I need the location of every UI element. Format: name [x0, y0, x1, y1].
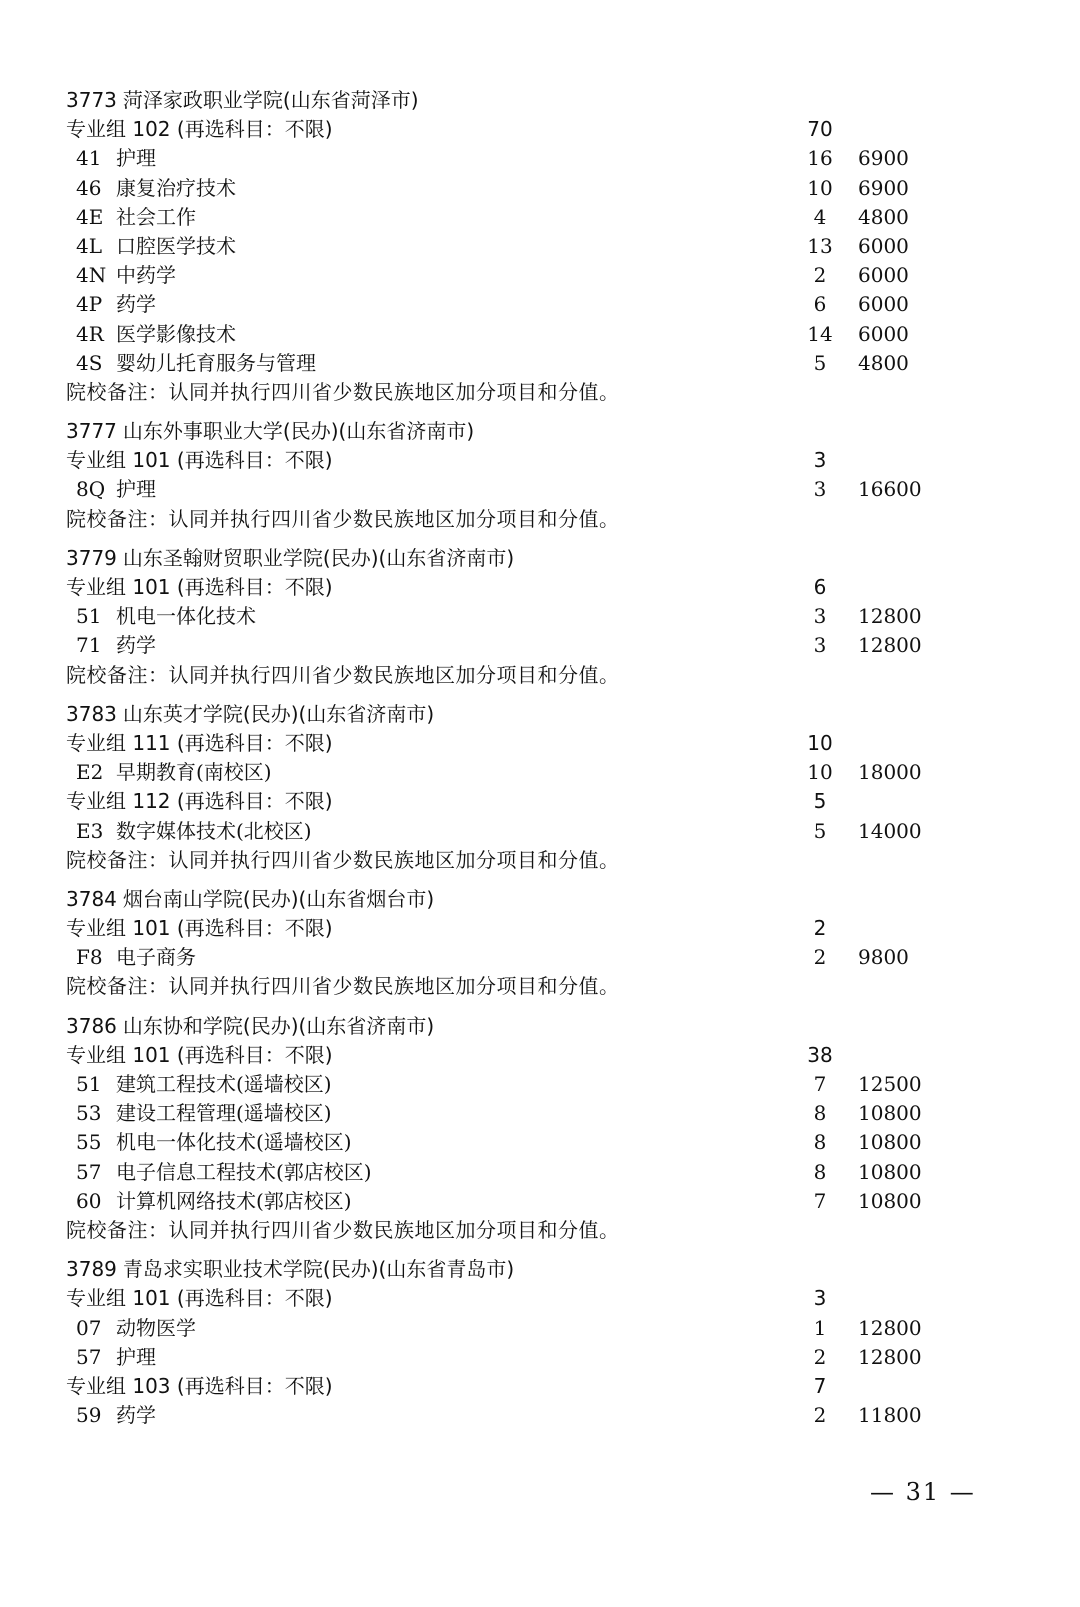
tuition-fee: 18000: [858, 760, 922, 785]
major-group-label: 专业组 112 (再选科目：不限): [66, 789, 333, 814]
major-code: F8: [76, 945, 103, 970]
major-group-row: [66, 787, 966, 816]
major-plan-count: 2: [813, 1403, 827, 1428]
major-plan-count: 8: [813, 1101, 827, 1126]
school-code: 3777: [66, 419, 117, 444]
major-name: 医学影像技术: [116, 321, 236, 346]
major-name: 机电一体化技术(遥墙校区): [116, 1130, 352, 1155]
major-group-row: [66, 914, 966, 943]
school-name: 山东协和学院(民办)(山东省济南市): [122, 1013, 435, 1038]
major-code: 71: [76, 633, 102, 658]
major-plan-count: 10: [807, 175, 833, 200]
school-note: 院校备注：认同并执行四川省少数民族地区加分项目和分值。: [66, 506, 620, 531]
major-name: 机电一体化技术: [116, 604, 256, 629]
major-row: [66, 261, 966, 290]
group-plan-count: 6: [813, 575, 827, 599]
major-plan-count: 2: [813, 263, 827, 288]
group-plan-count: 38: [807, 1042, 833, 1067]
major-row: [66, 1099, 966, 1128]
major-name: 早期教育(南校区): [116, 760, 272, 785]
tuition-fee: 6000: [858, 292, 909, 317]
school-code: 3786: [66, 1013, 117, 1038]
admission-plan-document: [66, 86, 966, 1440]
school-block: [66, 1255, 966, 1430]
major-group-row: [66, 1372, 966, 1401]
major-row: [66, 203, 966, 232]
major-plan-count: 10: [807, 760, 833, 785]
major-code: 4E: [76, 204, 104, 229]
school-name: 烟台南山学院(民办)(山东省烟台市): [122, 886, 435, 911]
major-plan-count: 5: [813, 818, 827, 843]
major-code: 4L: [76, 233, 103, 258]
tuition-fee: 4800: [858, 350, 909, 375]
tuition-fee: 4800: [858, 204, 909, 229]
school-note: 院校备注：认同并执行四川省少数民族地区加分项目和分值。: [66, 1217, 620, 1242]
school-header: [66, 1012, 966, 1041]
tuition-fee: 9800: [858, 945, 909, 970]
group-plan-count: 10: [807, 730, 833, 755]
major-row: [66, 943, 966, 972]
tuition-fee: 11800: [858, 1403, 922, 1428]
major-row: [66, 320, 966, 349]
group-plan-count: 3: [813, 1286, 827, 1311]
tuition-fee: 6000: [858, 233, 909, 258]
tuition-fee: 6900: [858, 146, 909, 171]
major-plan-count: 3: [813, 604, 827, 629]
major-plan-count: 8: [813, 1159, 827, 1184]
school-code: 3773: [66, 88, 117, 112]
major-code: 4P: [76, 292, 103, 317]
major-row: [66, 817, 966, 846]
major-plan-count: 5: [813, 350, 827, 375]
major-row: [66, 1187, 966, 1216]
page-number: — 31 —: [870, 1478, 976, 1506]
major-group-label: 专业组 101 (再选科目：不限): [66, 916, 333, 941]
major-code: 8Q: [76, 477, 106, 502]
school-header: [66, 885, 966, 914]
major-row: [66, 232, 966, 261]
major-plan-count: 7: [813, 1188, 827, 1213]
school-block: [66, 700, 966, 875]
major-row: [66, 174, 966, 203]
major-code: 57: [76, 1344, 102, 1369]
tuition-fee: 12800: [858, 1344, 922, 1369]
major-group-label: 专业组 111 (再选科目：不限): [66, 730, 333, 755]
major-code: 4R: [76, 321, 104, 346]
major-code: 4S: [76, 350, 103, 375]
major-name: 社会工作: [116, 204, 196, 229]
school-name: 菏泽家政职业学院(山东省菏泽市): [122, 88, 419, 112]
major-plan-count: 4: [813, 204, 827, 229]
major-name: 药学: [116, 1403, 156, 1428]
major-code: 4N: [76, 263, 107, 288]
major-code: 41: [76, 146, 102, 171]
major-name: 计算机网络技术(郭店校区): [116, 1188, 352, 1213]
major-plan-count: 2: [813, 1344, 827, 1369]
major-group-label: 专业组 101 (再选科目：不限): [66, 575, 333, 599]
major-plan-count: 3: [813, 633, 827, 658]
school-code: 3789: [66, 1257, 117, 1282]
school-note: 院校备注：认同并执行四川省少数民族地区加分项目和分值。: [66, 847, 620, 872]
school-code: 3784: [66, 886, 117, 911]
major-code: E3: [76, 818, 104, 843]
major-name: 护理: [116, 146, 156, 171]
major-plan-count: 6: [813, 292, 827, 317]
major-name: 电子信息工程技术(郭店校区): [116, 1159, 372, 1184]
major-name: 康复治疗技术: [116, 175, 236, 200]
major-group-label: 专业组 101 (再选科目：不限): [66, 1286, 333, 1311]
major-name: 护理: [116, 477, 156, 502]
school-block: [66, 86, 966, 407]
major-row: [66, 602, 966, 631]
major-code: 51: [76, 1072, 102, 1096]
tuition-fee: 10800: [858, 1101, 922, 1126]
school-header: [66, 544, 966, 573]
major-row: [66, 475, 966, 504]
tuition-fee: 6000: [858, 263, 909, 288]
tuition-fee: 12500: [858, 1072, 922, 1096]
major-group-row: [66, 573, 966, 602]
major-code: 46: [76, 175, 102, 200]
major-name: 药学: [116, 292, 156, 317]
tuition-fee: 10800: [858, 1130, 922, 1155]
major-plan-count: 7: [813, 1072, 827, 1096]
major-group-row: [66, 446, 966, 475]
group-plan-count: 7: [813, 1373, 827, 1398]
tuition-fee: 10800: [858, 1188, 922, 1213]
major-group-label: 专业组 101 (再选科目：不限): [66, 1042, 333, 1067]
tuition-fee: 6900: [858, 175, 909, 200]
major-name: 数字媒体技术(北校区): [116, 818, 312, 843]
major-row: [66, 1158, 966, 1187]
school-header: [66, 417, 966, 446]
tuition-fee: 16600: [858, 477, 922, 502]
major-code: 53: [76, 1101, 102, 1126]
major-plan-count: 8: [813, 1130, 827, 1155]
major-plan-count: 3: [813, 477, 827, 502]
major-plan-count: 13: [807, 233, 833, 258]
school-name: 青岛求实职业技术学院(民办)(山东省青岛市): [122, 1257, 515, 1282]
school-code: 3783: [66, 701, 117, 726]
major-plan-count: 14: [807, 321, 833, 346]
major-row: [66, 1070, 966, 1099]
major-plan-count: 1: [813, 1315, 827, 1340]
major-row: [66, 758, 966, 787]
major-plan-count: 2: [813, 945, 827, 970]
school-header: [66, 86, 966, 115]
major-group-row: [66, 115, 966, 144]
major-name: 电子商务: [116, 945, 196, 970]
school-note: 院校备注：认同并执行四川省少数民族地区加分项目和分值。: [66, 379, 620, 404]
major-name: 中药学: [116, 263, 176, 288]
major-group-row: [66, 729, 966, 758]
school-header: [66, 700, 966, 729]
tuition-fee: 12800: [858, 1315, 922, 1340]
tuition-fee: 12800: [858, 633, 922, 658]
major-code: 59: [76, 1403, 102, 1428]
group-plan-count: 3: [813, 448, 827, 473]
major-code: 55: [76, 1130, 102, 1155]
tuition-fee: 12800: [858, 604, 922, 629]
major-group-row: [66, 1284, 966, 1313]
school-code: 3779: [66, 545, 117, 570]
school-name: 山东外事职业大学(民办)(山东省济南市): [122, 419, 475, 444]
major-name: 护理: [116, 1344, 156, 1369]
major-code: 60: [76, 1188, 102, 1213]
school-note: 院校备注：认同并执行四川省少数民族地区加分项目和分值。: [66, 974, 620, 999]
major-name: 建设工程管理(遥墙校区): [116, 1101, 332, 1126]
major-row: [66, 144, 966, 173]
group-plan-count: 70: [807, 117, 833, 142]
major-name: 建筑工程技术(遥墙校区): [116, 1072, 332, 1096]
school-name: 山东圣翰财贸职业学院(民办)(山东省济南市): [122, 545, 515, 570]
major-row: [66, 1401, 966, 1430]
major-row: [66, 631, 966, 660]
major-name: 婴幼儿托育服务与管理: [116, 350, 316, 375]
major-code: E2: [76, 760, 104, 785]
major-row: [66, 349, 966, 378]
school-header: [66, 1255, 966, 1284]
major-code: 51: [76, 604, 102, 629]
major-row: [66, 1314, 966, 1343]
major-group-label: 专业组 102 (再选科目：不限): [66, 117, 333, 142]
major-group-label: 专业组 103 (再选科目：不限): [66, 1373, 333, 1398]
school-block: [66, 1012, 966, 1246]
school-note: 院校备注：认同并执行四川省少数民族地区加分项目和分值。: [66, 662, 620, 687]
tuition-fee: 6000: [858, 321, 909, 346]
major-name: 口腔医学技术: [116, 233, 236, 258]
major-row: [66, 1128, 966, 1157]
major-code: 57: [76, 1159, 102, 1184]
major-code: 07: [76, 1315, 102, 1340]
group-plan-count: 5: [813, 789, 827, 814]
major-plan-count: 16: [807, 146, 833, 171]
school-name: 山东英才学院(民办)(山东省济南市): [122, 701, 435, 726]
major-name: 动物医学: [116, 1315, 196, 1340]
school-block: [66, 885, 966, 1002]
major-name: 药学: [116, 633, 156, 658]
tuition-fee: 10800: [858, 1159, 922, 1184]
major-group-label: 专业组 101 (再选科目：不限): [66, 448, 333, 473]
major-row: [66, 1343, 966, 1372]
tuition-fee: 14000: [858, 818, 922, 843]
school-block: [66, 417, 966, 534]
group-plan-count: 2: [813, 916, 827, 941]
major-row: [66, 290, 966, 319]
school-block: [66, 544, 966, 690]
major-group-row: [66, 1041, 966, 1070]
